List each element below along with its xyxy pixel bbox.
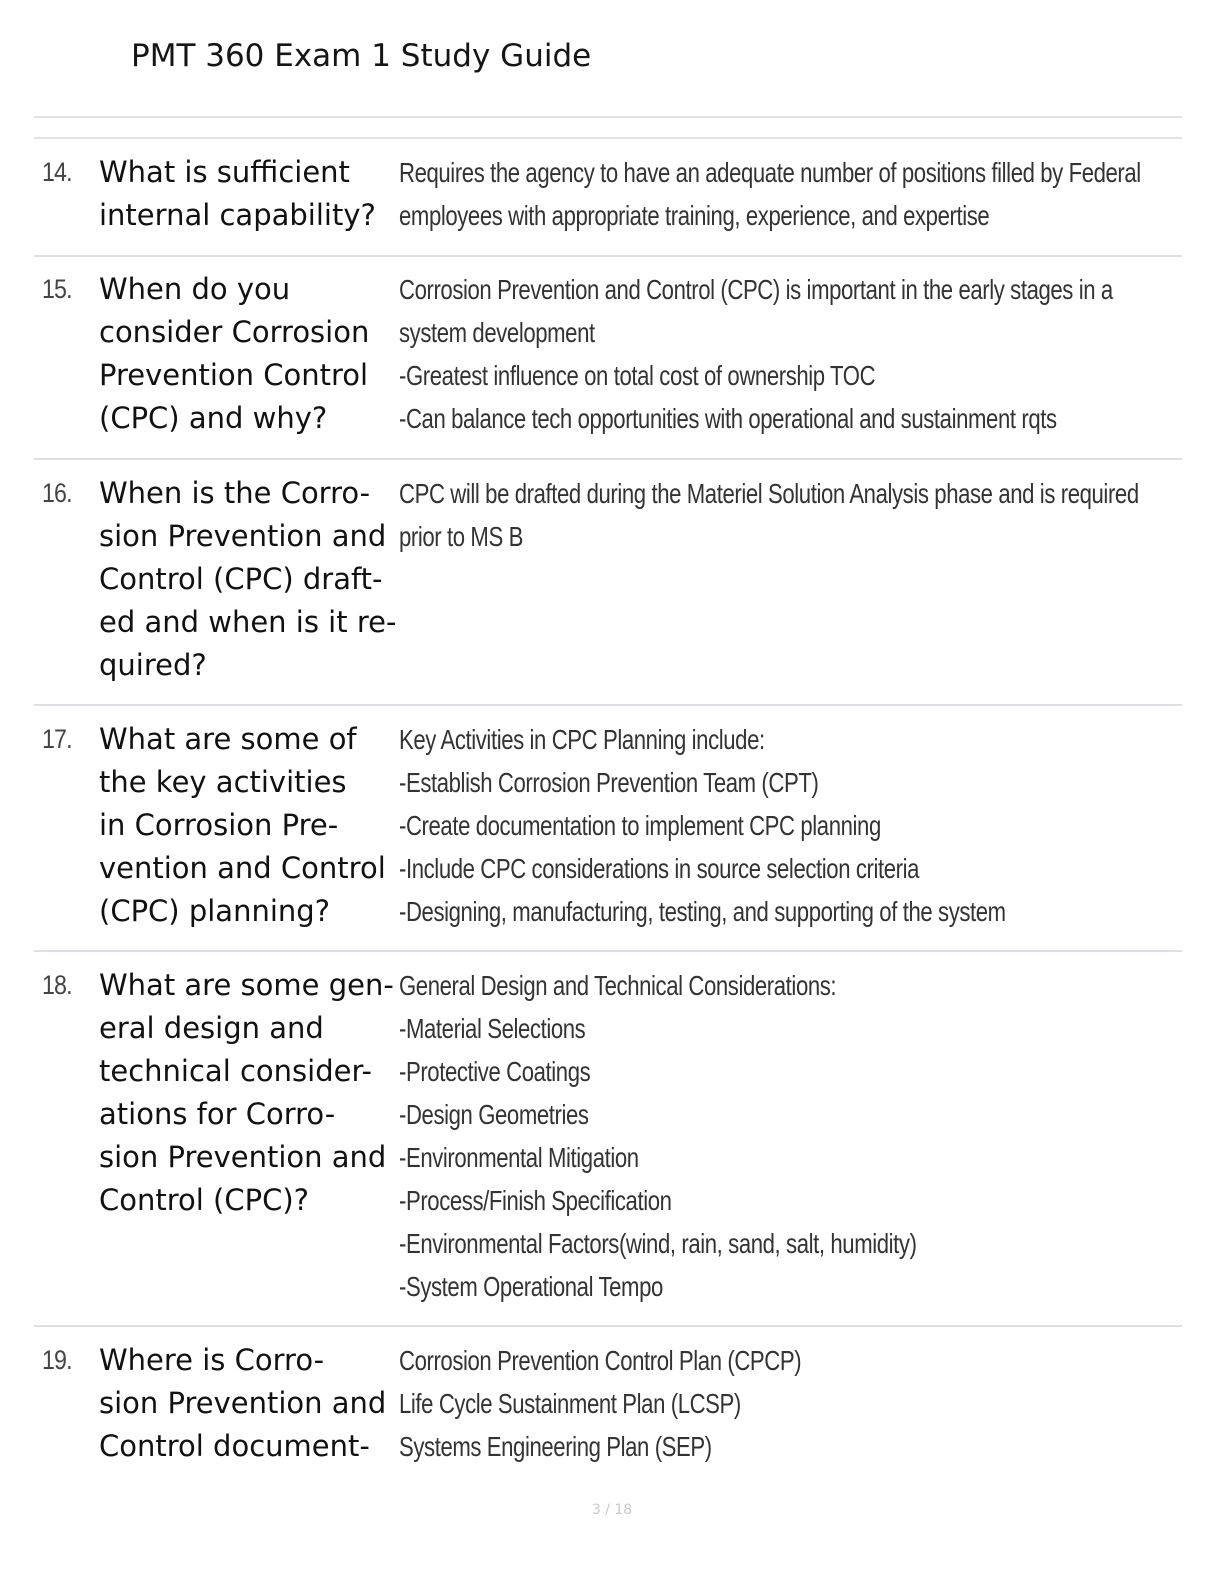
question-line: sion Prevention and: [99, 1386, 387, 1420]
question-line: What are some gen-: [99, 968, 394, 1002]
page-number: 3 / 18: [591, 1502, 633, 1518]
question: [99, 1339, 399, 1468]
answer-line: -Environmental Factors(wind, rain, sand, salt, humidity): [399, 1228, 917, 1259]
answer-line: employees with appropriate training, experience, and expertise: [399, 200, 990, 231]
answer-line: -System Operational Tempo: [399, 1271, 663, 1302]
row-divider: [34, 950, 1182, 952]
question-line: quired?: [99, 648, 207, 682]
question-line: ations for Corro-: [99, 1097, 336, 1131]
question-line: Where is Corro-: [99, 1343, 325, 1377]
answer-line: system development: [399, 317, 595, 348]
question-line: (CPC) planning?: [99, 894, 331, 928]
question-line: When do you: [99, 272, 291, 306]
header-divider: [34, 116, 1182, 118]
answer: [399, 268, 1113, 440]
row-divider: [34, 255, 1182, 257]
question-line: the key activities: [99, 765, 347, 799]
question-line: Control (CPC)?: [99, 1183, 310, 1217]
answer-line: -Greatest influence on total cost of ownership TOC: [399, 360, 876, 391]
question-line: Control (CPC) draft-: [99, 562, 383, 596]
answer-line: Corrosion Prevention Control Plan (CPCP): [399, 1345, 802, 1376]
question-line: ed and when is it re-: [99, 605, 397, 639]
answer-line: Life Cycle Sustainment Plan (LCSP): [399, 1388, 741, 1419]
answer-line: Systems Engineering Plan (SEP): [399, 1431, 712, 1462]
answer-line: Requires the agency to have an adequate number of positions filled by Federal: [399, 157, 1141, 188]
answer-line: CPC will be drafted during the Materiel Solution Analysis phase and is required: [399, 478, 1139, 509]
question-line: When is the Corro-: [99, 476, 371, 510]
page-title: PMT 360 Exam 1 Study Guide: [131, 38, 592, 74]
question-line: What is sufficient: [99, 155, 350, 189]
question-line: technical consider-: [99, 1054, 372, 1088]
answer: [399, 1339, 801, 1468]
question-line: Prevention Control: [99, 358, 369, 392]
row-divider: [34, 1325, 1182, 1327]
answer: [399, 964, 917, 1308]
question-line: sion Prevention and: [99, 519, 387, 553]
answer-line: -Process/Finish Specification: [399, 1185, 672, 1216]
item-number: 16.: [42, 478, 72, 508]
question: [99, 718, 399, 933]
item-number: 19.: [42, 1345, 72, 1375]
answer-line: Corrosion Prevention and Control (CPC) is important in the early stages in a: [399, 274, 1113, 305]
answer-line: -Can balance tech opportunities with operational and sustainment rqts: [399, 403, 1057, 434]
answer-line: -Establish Corrosion Prevention Team (CPT): [399, 767, 819, 798]
question-line: Control document-: [99, 1429, 370, 1463]
answer-line: -Include CPC considerations in source selection criteria: [399, 853, 920, 884]
question-line: vention and Control: [99, 851, 386, 885]
answer-line: Key Activities in CPC Planning include:: [399, 724, 765, 755]
question-line: in Corrosion Pre-: [99, 808, 339, 842]
answer-line: -Create documentation to implement CPC planning: [399, 810, 881, 841]
question-line: eral design and: [99, 1011, 324, 1045]
row-divider: [34, 704, 1182, 706]
answer-line: -Protective Coatings: [399, 1056, 591, 1087]
answer-line: prior to MS B: [399, 521, 523, 552]
item-number: 14.: [42, 157, 72, 187]
answer-line: -Environmental Mitigation: [399, 1142, 639, 1173]
question: [99, 151, 399, 237]
question-line: (CPC) and why?: [99, 401, 328, 435]
answer-line: -Material Selections: [399, 1013, 586, 1044]
item-number: 18.: [42, 970, 72, 1000]
header-divider-secondary: [34, 137, 1182, 139]
answer: [399, 151, 1141, 237]
question-line: What are some of: [99, 722, 357, 756]
answer: [399, 718, 1006, 933]
row-divider: [34, 458, 1182, 460]
question: [99, 964, 399, 1222]
question-line: internal capability?: [99, 198, 376, 232]
question-line: sion Prevention and: [99, 1140, 387, 1174]
item-number: 17.: [42, 724, 72, 754]
question: [99, 472, 399, 687]
answer-line: -Design Geometries: [399, 1099, 589, 1130]
answer: [399, 472, 1139, 558]
question-line: consider Corrosion: [99, 315, 370, 349]
answer-line: -Designing, manufacturing, testing, and supporting of the system: [399, 896, 1006, 927]
question: [99, 268, 399, 440]
item-number: 15.: [42, 274, 72, 304]
answer-line: General Design and Technical Considerations:: [399, 970, 837, 1001]
